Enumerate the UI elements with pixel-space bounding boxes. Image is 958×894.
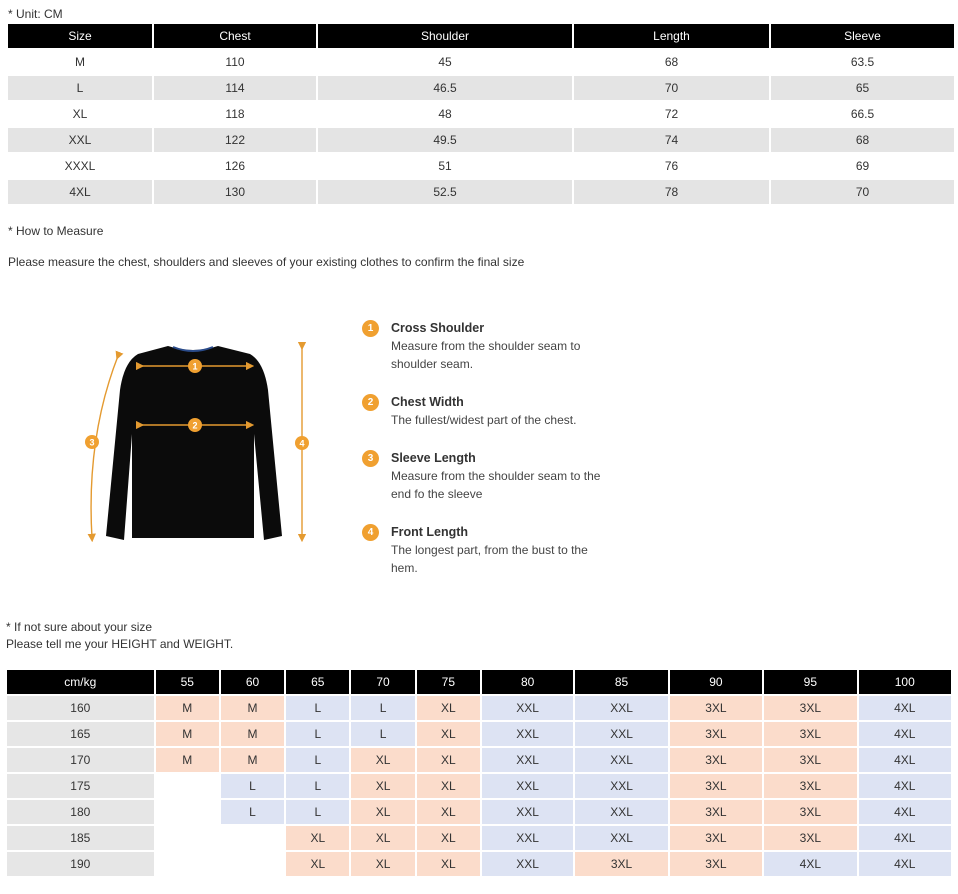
size-recommendation-cell: XL [417, 774, 480, 800]
cm-kg-header-cell: cm/kg [7, 670, 154, 696]
size-recommendation-cell: M [156, 696, 219, 722]
size-recommendation-cell: XL [351, 748, 414, 774]
height-weight-table [5, 670, 953, 878]
empty-cell [156, 800, 219, 826]
size-recommendation-cell: 4XL [859, 826, 951, 852]
table-cell: 68 [771, 128, 954, 154]
table-cell: 66.5 [771, 102, 954, 128]
legend-description: Measure from the shoulder seam to shoulder seam. [391, 339, 581, 371]
table-cell: 69 [771, 154, 954, 180]
legend-title: Front Length [391, 525, 469, 539]
legend-title: Cross Shoulder [391, 321, 485, 335]
height-weight-header-row [7, 670, 951, 696]
size-recommendation-cell: L [286, 696, 349, 722]
size-recommendation-cell: M [221, 748, 284, 774]
how-to-measure-heading: * How to Measure [8, 224, 104, 238]
table-cell: 52.5 [318, 180, 572, 206]
table-cell: 46.5 [318, 76, 572, 102]
height-cell: 165 [7, 722, 154, 748]
table-row [7, 748, 951, 774]
size-recommendation-cell: XL [417, 826, 480, 852]
size-recommendation-cell: XXL [482, 826, 573, 852]
weight-header-cell: 75 [417, 670, 480, 696]
legend-sleeve-length [362, 449, 622, 503]
size-recommendation-cell: XL [351, 800, 414, 826]
size-recommendation-cell: 3XL [764, 722, 856, 748]
size-recommendation-cell: 3XL [764, 800, 856, 826]
size-recommendation-cell: XXL [575, 722, 667, 748]
size-recommendation-cell: XL [286, 852, 349, 878]
svg-text:4: 4 [299, 438, 305, 449]
size-recommendation-cell: XXL [482, 696, 573, 722]
size-recommendation-cell: M [221, 722, 284, 748]
svg-text:2: 2 [192, 420, 198, 431]
size-recommendation-cell: 4XL [859, 696, 951, 722]
legend-number-badge: 1 [362, 320, 379, 337]
weight-header-cell: 95 [764, 670, 856, 696]
size-recommendation-cell: XXL [482, 722, 573, 748]
svg-text:3: 3 [89, 437, 95, 448]
table-cell: XXL [8, 128, 152, 154]
table-cell: 70 [771, 180, 954, 206]
table-row [7, 696, 951, 722]
size-recommendation-cell: 3XL [670, 696, 762, 722]
height-cell: 175 [7, 774, 154, 800]
legend-number-badge: 2 [362, 394, 379, 411]
size-recommendation-cell: XXL [482, 852, 573, 878]
size-recommendation-cell: 4XL [859, 852, 951, 878]
table-row [7, 800, 951, 826]
weight-header-cell: 60 [221, 670, 284, 696]
table-row [7, 722, 951, 748]
size-recommendation-cell: XXL [575, 696, 667, 722]
size-recommendation-cell: L [221, 774, 284, 800]
size-recommendation-cell: 3XL [670, 722, 762, 748]
legend-description: Measure from the shoulder seam to the end fo the sleeve [391, 469, 601, 501]
legend-description: The longest part, from the bust to the hem. [391, 543, 588, 575]
table-cell: 65 [771, 76, 954, 102]
table-row [7, 852, 951, 878]
table-cell: 4XL [8, 180, 152, 206]
size-recommendation-cell: L [286, 748, 349, 774]
size-recommendation-cell: 3XL [764, 826, 856, 852]
legend-chest-width [362, 393, 622, 429]
weight-header-cell: 90 [670, 670, 762, 696]
sleeve-header-cell: Sleeve [771, 24, 954, 50]
size-recommendation-cell: M [156, 748, 219, 774]
size-recommendation-cell: XL [351, 774, 414, 800]
size-recommendation-cell: 3XL [575, 852, 667, 878]
table-cell: 51 [318, 154, 572, 180]
size-recommendation-cell: L [351, 722, 414, 748]
table-cell: 110 [154, 50, 316, 76]
size-recommendation-cell: XXL [482, 800, 573, 826]
size-recommendation-cell: XL [417, 748, 480, 774]
legend-front-length [362, 523, 622, 577]
size-chart-table [6, 24, 956, 206]
table-cell: XL [8, 102, 152, 128]
not-sure-note: * If not sure about your size [6, 620, 153, 634]
size-recommendation-cell: XXL [575, 748, 667, 774]
weight-header-cell: 55 [156, 670, 219, 696]
table-cell: 114 [154, 76, 316, 102]
table-row [7, 774, 951, 800]
table-row [8, 76, 954, 102]
size-recommendation-cell: XL [351, 826, 414, 852]
table-cell: 72 [574, 102, 769, 128]
table-row [8, 102, 954, 128]
size-header-cell: Size [8, 24, 152, 50]
legend-title: Sleeve Length [391, 451, 476, 465]
weight-header-cell: 85 [575, 670, 667, 696]
unit-note: * Unit: CM [8, 7, 63, 21]
weight-header-cell: 70 [351, 670, 414, 696]
empty-cell [156, 826, 219, 852]
marker-3 [85, 435, 99, 449]
size-recommendation-cell: 4XL [859, 748, 951, 774]
size-recommendation-cell: XL [351, 852, 414, 878]
empty-cell [221, 826, 284, 852]
size-recommendation-cell: 4XL [859, 774, 951, 800]
size-recommendation-cell: L [286, 722, 349, 748]
table-cell: 126 [154, 154, 316, 180]
size-recommendation-cell: L [221, 800, 284, 826]
table-row [8, 50, 954, 76]
table-cell: 45 [318, 50, 572, 76]
legend-number-badge: 4 [362, 524, 379, 541]
legend-title: Chest Width [391, 395, 464, 409]
size-recommendation-cell: XL [417, 800, 480, 826]
empty-cell [221, 852, 284, 878]
table-cell: 70 [574, 76, 769, 102]
empty-cell [156, 852, 219, 878]
legend-description: The fullest/widest part of the chest. [391, 413, 577, 427]
size-recommendation-cell: M [221, 696, 284, 722]
weight-header-cell: 100 [859, 670, 951, 696]
size-recommendation-cell: XL [417, 722, 480, 748]
size-recommendation-cell: 3XL [670, 774, 762, 800]
size-recommendation-cell: 3XL [670, 852, 762, 878]
table-cell: 49.5 [318, 128, 572, 154]
size-recommendation-cell: 3XL [764, 748, 856, 774]
chest-header-cell: Chest [154, 24, 316, 50]
size-recommendation-cell: 4XL [859, 800, 951, 826]
table-cell: 130 [154, 180, 316, 206]
table-cell: M [8, 50, 152, 76]
shirt-measure-diagram [78, 338, 318, 548]
size-chart-header-row [8, 24, 954, 50]
weight-header-cell: 80 [482, 670, 573, 696]
height-cell: 180 [7, 800, 154, 826]
marker-2 [188, 418, 202, 432]
sweater-icon [106, 346, 282, 540]
size-recommendation-cell: XXL [575, 800, 667, 826]
table-cell: 78 [574, 180, 769, 206]
measure-instruction: Please measure the chest, shoulders and sleeves of your existing clothes to confirm the final size [8, 255, 525, 269]
table-cell: XXXL [8, 154, 152, 180]
size-recommendation-cell: XL [417, 696, 480, 722]
table-cell: 76 [574, 154, 769, 180]
size-recommendation-cell: 3XL [764, 774, 856, 800]
size-recommendation-cell: L [286, 800, 349, 826]
size-recommendation-cell: XL [417, 852, 480, 878]
table-cell: 122 [154, 128, 316, 154]
table-cell: 74 [574, 128, 769, 154]
size-recommendation-cell: M [156, 722, 219, 748]
table-row [8, 128, 954, 154]
weight-header-cell: 65 [286, 670, 349, 696]
table-cell: 48 [318, 102, 572, 128]
size-recommendation-cell: 3XL [670, 826, 762, 852]
size-recommendation-cell: 3XL [670, 800, 762, 826]
table-cell: 63.5 [771, 50, 954, 76]
size-recommendation-cell: L [286, 774, 349, 800]
size-recommendation-cell: 3XL [670, 748, 762, 774]
table-cell: L [8, 76, 152, 102]
size-recommendation-cell: 3XL [764, 696, 856, 722]
marker-1 [188, 359, 202, 373]
svg-text:1: 1 [192, 361, 198, 372]
legend-cross-shoulder [362, 319, 622, 373]
table-row [7, 826, 951, 852]
table-row [8, 180, 954, 206]
size-recommendation-cell: L [351, 696, 414, 722]
size-recommendation-cell: XXL [482, 748, 573, 774]
size-recommendation-cell: XXL [575, 826, 667, 852]
height-weight-request: Please tell me your HEIGHT and WEIGHT. [6, 637, 234, 651]
size-recommendation-cell: XXL [482, 774, 573, 800]
empty-cell [156, 774, 219, 800]
table-row [8, 154, 954, 180]
height-cell: 185 [7, 826, 154, 852]
legend-number-badge: 3 [362, 450, 379, 467]
height-cell: 170 [7, 748, 154, 774]
height-cell: 190 [7, 852, 154, 878]
size-recommendation-cell: 4XL [764, 852, 856, 878]
size-recommendation-cell: XXL [575, 774, 667, 800]
table-cell: 118 [154, 102, 316, 128]
length-header-cell: Length [574, 24, 769, 50]
marker-4 [295, 436, 309, 450]
size-recommendation-cell: XL [286, 826, 349, 852]
size-recommendation-cell: 4XL [859, 722, 951, 748]
height-cell: 160 [7, 696, 154, 722]
shoulder-header-cell: Shoulder [318, 24, 572, 50]
table-cell: 68 [574, 50, 769, 76]
